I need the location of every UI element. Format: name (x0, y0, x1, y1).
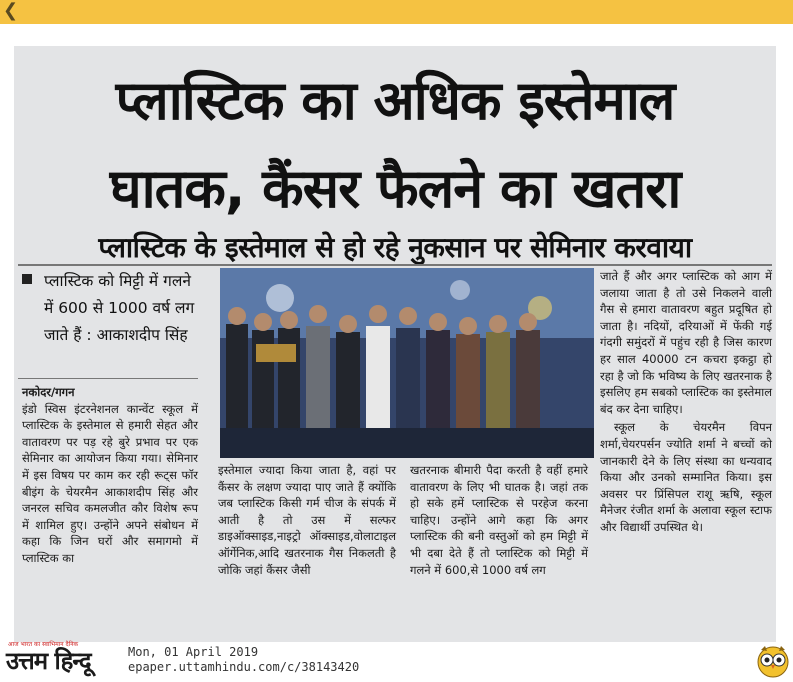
publish-date: Mon, 01 April 2019 (128, 645, 259, 659)
news-clipping (14, 46, 776, 642)
back-arrow-icon[interactable]: ❮ (3, 0, 19, 21)
bullet-square-icon (22, 274, 32, 284)
headline-line-1: प्लास्टिक का अधिक इस्तेमाल (115, 69, 675, 132)
column-1 (22, 384, 198, 567)
column-3-text: खतरनाक बीमारी पैदा करती है वहीं हमारे वातावरण के लिए भी घातक है। जहां तक हो सके हमें प्लास्टिक से परहेज करना चाहिए। उन्होंने आगे कहा कि अगर प्लास्टिक की बनी वस्तुओं को हम मिट्टी में भी दबा देते हैं तो प्लास्टिक को मिट्टी में गलने में 600,से 1000 वर्ष लग (410, 463, 588, 577)
byline: नकोदर/गगन (22, 385, 75, 399)
column-2 (218, 462, 396, 578)
subheadline: प्लास्टिक के इस्तेमाल से हो रहे नुकसान पर सेमिनार करवाया (98, 231, 692, 264)
event-photo (220, 268, 594, 458)
logo-tagline: आज भारत का स्वाभिमान दैनिक (8, 641, 79, 648)
pull-quote-text: प्लास्टिक को मिट्टी में गलने में 600 से 1000 वर्ष लग जाते हैं : आकाशदीप सिंह (44, 272, 195, 344)
footer (0, 642, 793, 680)
column-4 (600, 268, 772, 536)
epaper-url[interactable]: epaper.uttamhindu.com/c/38143420 (128, 660, 360, 674)
column-4-text-a: जाते हैं और अगर प्लास्टिक को आग में जलाया जाता है तो उसे निकलने वाली गैस से हमारा वातावरण बहुत प्रदूषित हो जाता है। नदियों, दरियाओं में फेंकी गई गंदगी समुंदरों में पहुंच रही है जिस कारण हर साल 40000 टन कचरा इकट्ठा हो रहा है जो कि भविष्य के लिए खतरनाक है इसलिए हम सबको प्लास्टिक का इस्तेमाल बंद कर देना चाहिए। (600, 269, 772, 416)
pull-quote (18, 268, 198, 382)
event-photo-image (220, 268, 594, 458)
column-2-text: इस्तेमाल ज्यादा किया जाता है, वहां पर कैंसर के लक्षण ज्यादा पाए जाते हैं क्योंकि जब प्लास्टिक किसी गर्म चीज के संपर्क में आती है तो उस में सल्फर डाइऑक्साइड,नाइट्रो ऑक्साइड,वोलाटाइल ऑर्गेनिक,आदि खतरनाक गैस निकलती है जोकि जहां कैंसर जैसी (218, 463, 396, 577)
top-bar (0, 0, 793, 24)
headline-line-2: घातक, कैंसर फैलने का खतरा (109, 157, 681, 220)
divider (18, 264, 772, 266)
divider (18, 378, 198, 379)
column-3 (410, 462, 588, 578)
column-4-text-b: स्कूल के चेयरमैन विपन शर्मा,चेयरपर्सन ज्योति शर्मा ने बच्चों को जानकारी देने के लिए संस्था का धन्यवाद किया और उनको सम्मानित किया। इस अवसर पर प्रिंसिपल राशू ऋषि, स्कूल मैनेजर रंजीत शर्मा के अलावा स्कूल स्टाफ और विद्यार्थी उपस्थित थे। (600, 420, 772, 534)
owl-icon[interactable] (756, 642, 790, 682)
uttam-hindu-logo: उत्तम हिन्दू (6, 646, 91, 675)
column-1-text: इंडो स्विस इंटरनेशनल कान्वेंट स्कूल में प्लास्टिक के इस्तेमाल से हमारी सेहत और वातावरण पर पड़ रहे बुरे प्रभाव पर एक सेमिनार का आयोजन किया गया। सेमिनार में इस विषय पर काम कर रही रूट्स फॉर बीइंग के चेयरमैन आकाशदीप सिंह और जनरल सचिव कमलजीत कौर विशेष रूप में शामिल हुए। उन्होंने अपने संबोधन में कहा कि जिन घरों और समागमो में प्लास्टिक का (22, 401, 198, 565)
